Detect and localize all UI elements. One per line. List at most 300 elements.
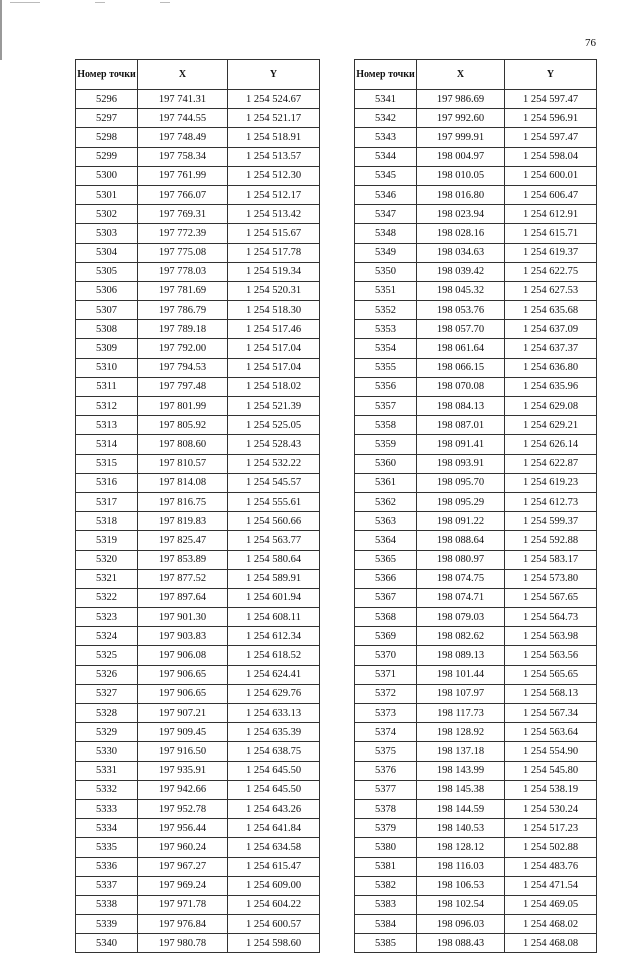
cell-point-number: 5319 bbox=[76, 531, 138, 550]
cell-x: 197 801.99 bbox=[138, 397, 228, 416]
cell-y: 1 254 636.80 bbox=[505, 358, 597, 377]
scan-mark bbox=[160, 2, 170, 3]
table-row bbox=[76, 435, 320, 454]
cell-point-number: 5299 bbox=[76, 147, 138, 166]
cell-x: 197 897.64 bbox=[138, 588, 228, 607]
cell-y: 1 254 519.34 bbox=[228, 262, 320, 281]
cell-point-number: 5311 bbox=[76, 377, 138, 396]
cell-y: 1 254 599.37 bbox=[505, 512, 597, 531]
cell-point-number: 5378 bbox=[355, 799, 417, 818]
cell-y: 1 254 565.65 bbox=[505, 665, 597, 684]
table-row bbox=[355, 742, 597, 761]
table-row bbox=[355, 320, 597, 339]
cell-point-number: 5341 bbox=[355, 90, 417, 109]
cell-x: 198 034.63 bbox=[417, 243, 505, 262]
cell-x: 198 028.16 bbox=[417, 224, 505, 243]
cell-x: 197 792.00 bbox=[138, 339, 228, 358]
cell-y: 1 254 521.17 bbox=[228, 109, 320, 128]
cell-point-number: 5303 bbox=[76, 224, 138, 243]
cell-y: 1 254 612.73 bbox=[505, 492, 597, 511]
cell-point-number: 5347 bbox=[355, 205, 417, 224]
coordinates-table-left bbox=[75, 59, 320, 953]
scan-mark bbox=[95, 2, 105, 3]
table-row bbox=[355, 301, 597, 320]
cell-y: 1 254 573.80 bbox=[505, 569, 597, 588]
cell-point-number: 5363 bbox=[355, 512, 417, 531]
table-row bbox=[76, 416, 320, 435]
cell-point-number: 5354 bbox=[355, 339, 417, 358]
header-point-number: Номер точки bbox=[76, 60, 138, 90]
table-row bbox=[355, 473, 597, 492]
cell-y: 1 254 596.91 bbox=[505, 109, 597, 128]
cell-y: 1 254 512.30 bbox=[228, 166, 320, 185]
cell-point-number: 5304 bbox=[76, 243, 138, 262]
table-row bbox=[355, 109, 597, 128]
cell-x: 198 089.13 bbox=[417, 646, 505, 665]
table-row bbox=[76, 185, 320, 204]
cell-x: 197 786.79 bbox=[138, 301, 228, 320]
cell-point-number: 5379 bbox=[355, 819, 417, 838]
cell-y: 1 254 619.23 bbox=[505, 473, 597, 492]
cell-point-number: 5334 bbox=[76, 819, 138, 838]
cell-point-number: 5385 bbox=[355, 934, 417, 953]
table-row bbox=[76, 608, 320, 627]
table-row bbox=[76, 109, 320, 128]
cell-x: 198 101.44 bbox=[417, 665, 505, 684]
cell-point-number: 5312 bbox=[76, 397, 138, 416]
cell-y: 1 254 525.05 bbox=[228, 416, 320, 435]
cell-x: 197 909.45 bbox=[138, 723, 228, 742]
cell-x: 197 969.24 bbox=[138, 876, 228, 895]
cell-y: 1 254 622.87 bbox=[505, 454, 597, 473]
table-row bbox=[355, 377, 597, 396]
cell-point-number: 5370 bbox=[355, 646, 417, 665]
cell-point-number: 5365 bbox=[355, 550, 417, 569]
cell-y: 1 254 468.08 bbox=[505, 934, 597, 953]
cell-y: 1 254 589.91 bbox=[228, 569, 320, 588]
cell-y: 1 254 528.43 bbox=[228, 435, 320, 454]
cell-y: 1 254 608.11 bbox=[228, 608, 320, 627]
cell-point-number: 5301 bbox=[76, 185, 138, 204]
cell-y: 1 254 563.98 bbox=[505, 627, 597, 646]
cell-y: 1 254 634.58 bbox=[228, 838, 320, 857]
cell-y: 1 254 483.76 bbox=[505, 857, 597, 876]
table-row bbox=[355, 608, 597, 627]
scan-edge bbox=[0, 0, 2, 60]
cell-y: 1 254 513.57 bbox=[228, 147, 320, 166]
table-row bbox=[76, 128, 320, 147]
cell-y: 1 254 645.50 bbox=[228, 761, 320, 780]
table-row bbox=[355, 838, 597, 857]
table-row bbox=[355, 588, 597, 607]
cell-y: 1 254 568.13 bbox=[505, 684, 597, 703]
cell-point-number: 5316 bbox=[76, 473, 138, 492]
cell-x: 198 004.97 bbox=[417, 147, 505, 166]
table-row bbox=[355, 128, 597, 147]
cell-y: 1 254 612.34 bbox=[228, 627, 320, 646]
cell-point-number: 5361 bbox=[355, 473, 417, 492]
cell-y: 1 254 521.39 bbox=[228, 397, 320, 416]
cell-x: 197 942.66 bbox=[138, 780, 228, 799]
cell-x: 197 808.60 bbox=[138, 435, 228, 454]
header-point-number: Номер точки bbox=[355, 60, 417, 90]
cell-point-number: 5371 bbox=[355, 665, 417, 684]
table-row bbox=[76, 320, 320, 339]
cell-point-number: 5350 bbox=[355, 262, 417, 281]
cell-y: 1 254 635.39 bbox=[228, 723, 320, 742]
header-x: X bbox=[417, 60, 505, 90]
cell-x: 198 074.75 bbox=[417, 569, 505, 588]
cell-y: 1 254 627.53 bbox=[505, 281, 597, 300]
cell-x: 197 976.84 bbox=[138, 915, 228, 934]
cell-y: 1 254 626.14 bbox=[505, 435, 597, 454]
cell-point-number: 5318 bbox=[76, 512, 138, 531]
cell-y: 1 254 517.46 bbox=[228, 320, 320, 339]
cell-y: 1 254 468.02 bbox=[505, 915, 597, 934]
cell-point-number: 5308 bbox=[76, 320, 138, 339]
cell-x: 198 057.70 bbox=[417, 320, 505, 339]
cell-x: 198 039.42 bbox=[417, 262, 505, 281]
table-row bbox=[355, 185, 597, 204]
cell-x: 198 023.94 bbox=[417, 205, 505, 224]
cell-point-number: 5302 bbox=[76, 205, 138, 224]
cell-x: 198 045.32 bbox=[417, 281, 505, 300]
cell-y: 1 254 555.61 bbox=[228, 492, 320, 511]
cell-x: 197 766.07 bbox=[138, 185, 228, 204]
cell-x: 198 087.01 bbox=[417, 416, 505, 435]
cell-y: 1 254 545.57 bbox=[228, 473, 320, 492]
table-row bbox=[355, 799, 597, 818]
cell-y: 1 254 612.91 bbox=[505, 205, 597, 224]
cell-x: 197 960.24 bbox=[138, 838, 228, 857]
page-number: 76 bbox=[585, 37, 596, 49]
cell-x: 197 853.89 bbox=[138, 550, 228, 569]
table-row bbox=[355, 205, 597, 224]
cell-point-number: 5344 bbox=[355, 147, 417, 166]
table-row bbox=[76, 339, 320, 358]
cell-x: 198 070.08 bbox=[417, 377, 505, 396]
cell-point-number: 5340 bbox=[76, 934, 138, 953]
table-row bbox=[355, 358, 597, 377]
cell-x: 198 088.64 bbox=[417, 531, 505, 550]
cell-x: 197 906.65 bbox=[138, 684, 228, 703]
cell-point-number: 5356 bbox=[355, 377, 417, 396]
cell-x: 198 088.43 bbox=[417, 934, 505, 953]
cell-y: 1 254 643.26 bbox=[228, 799, 320, 818]
table-row bbox=[76, 761, 320, 780]
cell-point-number: 5317 bbox=[76, 492, 138, 511]
cell-point-number: 5313 bbox=[76, 416, 138, 435]
cell-y: 1 254 606.47 bbox=[505, 185, 597, 204]
cell-y: 1 254 563.56 bbox=[505, 646, 597, 665]
cell-point-number: 5359 bbox=[355, 435, 417, 454]
cell-point-number: 5314 bbox=[76, 435, 138, 454]
cell-point-number: 5322 bbox=[76, 588, 138, 607]
cell-point-number: 5327 bbox=[76, 684, 138, 703]
cell-x: 198 137.18 bbox=[417, 742, 505, 761]
table-row bbox=[76, 531, 320, 550]
table-row bbox=[76, 281, 320, 300]
cell-point-number: 5373 bbox=[355, 704, 417, 723]
table-row bbox=[76, 723, 320, 742]
cell-x: 197 819.83 bbox=[138, 512, 228, 531]
cell-y: 1 254 512.17 bbox=[228, 185, 320, 204]
table-row bbox=[76, 550, 320, 569]
cell-y: 1 254 532.22 bbox=[228, 454, 320, 473]
table-row bbox=[76, 492, 320, 511]
table-row bbox=[76, 934, 320, 953]
cell-y: 1 254 580.64 bbox=[228, 550, 320, 569]
cell-y: 1 254 638.75 bbox=[228, 742, 320, 761]
cell-point-number: 5357 bbox=[355, 397, 417, 416]
cell-x: 198 145.38 bbox=[417, 780, 505, 799]
cell-x: 198 084.13 bbox=[417, 397, 505, 416]
cell-point-number: 5333 bbox=[76, 799, 138, 818]
cell-y: 1 254 469.05 bbox=[505, 895, 597, 914]
cell-point-number: 5338 bbox=[76, 895, 138, 914]
table-row bbox=[355, 531, 597, 550]
table-row bbox=[76, 301, 320, 320]
cell-y: 1 254 563.77 bbox=[228, 531, 320, 550]
table-row bbox=[355, 934, 597, 953]
coordinates-table-right bbox=[354, 59, 597, 953]
cell-point-number: 5369 bbox=[355, 627, 417, 646]
cell-x: 197 741.31 bbox=[138, 90, 228, 109]
cell-y: 1 254 583.17 bbox=[505, 550, 597, 569]
cell-x: 198 066.15 bbox=[417, 358, 505, 377]
cell-point-number: 5305 bbox=[76, 262, 138, 281]
cell-x: 198 079.03 bbox=[417, 608, 505, 627]
table-row bbox=[355, 224, 597, 243]
cell-x: 197 980.78 bbox=[138, 934, 228, 953]
table-row bbox=[355, 723, 597, 742]
table-row bbox=[355, 915, 597, 934]
cell-point-number: 5329 bbox=[76, 723, 138, 742]
header-y: Y bbox=[505, 60, 597, 90]
cell-y: 1 254 629.21 bbox=[505, 416, 597, 435]
cell-y: 1 254 545.80 bbox=[505, 761, 597, 780]
cell-x: 198 128.92 bbox=[417, 723, 505, 742]
table-row bbox=[355, 147, 597, 166]
cell-y: 1 254 518.02 bbox=[228, 377, 320, 396]
cell-point-number: 5306 bbox=[76, 281, 138, 300]
cell-point-number: 5377 bbox=[355, 780, 417, 799]
cell-y: 1 254 567.34 bbox=[505, 704, 597, 723]
table-row bbox=[355, 876, 597, 895]
cell-x: 198 061.64 bbox=[417, 339, 505, 358]
cell-y: 1 254 598.04 bbox=[505, 147, 597, 166]
table-row bbox=[355, 780, 597, 799]
cell-y: 1 254 567.65 bbox=[505, 588, 597, 607]
cell-x: 197 816.75 bbox=[138, 492, 228, 511]
cell-x: 197 986.69 bbox=[417, 90, 505, 109]
cell-y: 1 254 600.57 bbox=[228, 915, 320, 934]
cell-y: 1 254 629.08 bbox=[505, 397, 597, 416]
scan-mark bbox=[10, 2, 40, 3]
cell-point-number: 5376 bbox=[355, 761, 417, 780]
table-row bbox=[76, 262, 320, 281]
cell-point-number: 5382 bbox=[355, 876, 417, 895]
cell-x: 197 992.60 bbox=[417, 109, 505, 128]
table-row bbox=[76, 377, 320, 396]
cell-y: 1 254 524.67 bbox=[228, 90, 320, 109]
table-row bbox=[355, 454, 597, 473]
table-row bbox=[76, 473, 320, 492]
cell-y: 1 254 515.67 bbox=[228, 224, 320, 243]
table-row bbox=[76, 799, 320, 818]
cell-x: 197 906.08 bbox=[138, 646, 228, 665]
cell-x: 197 805.92 bbox=[138, 416, 228, 435]
cell-y: 1 254 615.71 bbox=[505, 224, 597, 243]
table-row bbox=[355, 166, 597, 185]
cell-x: 198 096.03 bbox=[417, 915, 505, 934]
cell-x: 198 016.80 bbox=[417, 185, 505, 204]
cell-y: 1 254 629.76 bbox=[228, 684, 320, 703]
table-row bbox=[355, 492, 597, 511]
table-row bbox=[355, 569, 597, 588]
table-row bbox=[355, 339, 597, 358]
cell-x: 197 748.49 bbox=[138, 128, 228, 147]
cell-x: 197 825.47 bbox=[138, 531, 228, 550]
cell-y: 1 254 517.04 bbox=[228, 358, 320, 377]
cell-x: 198 116.03 bbox=[417, 857, 505, 876]
table-row bbox=[76, 358, 320, 377]
cell-x: 197 769.31 bbox=[138, 205, 228, 224]
cell-x: 197 956.44 bbox=[138, 819, 228, 838]
cell-y: 1 254 517.04 bbox=[228, 339, 320, 358]
cell-y: 1 254 554.90 bbox=[505, 742, 597, 761]
cell-y: 1 254 592.88 bbox=[505, 531, 597, 550]
cell-x: 198 080.97 bbox=[417, 550, 505, 569]
table-row bbox=[76, 569, 320, 588]
cell-y: 1 254 520.31 bbox=[228, 281, 320, 300]
cell-point-number: 5297 bbox=[76, 109, 138, 128]
cell-point-number: 5366 bbox=[355, 569, 417, 588]
cell-point-number: 5326 bbox=[76, 665, 138, 684]
cell-y: 1 254 530.24 bbox=[505, 799, 597, 818]
cell-point-number: 5300 bbox=[76, 166, 138, 185]
cell-y: 1 254 604.22 bbox=[228, 895, 320, 914]
cell-point-number: 5321 bbox=[76, 569, 138, 588]
cell-point-number: 5328 bbox=[76, 704, 138, 723]
table-row bbox=[76, 243, 320, 262]
cell-point-number: 5325 bbox=[76, 646, 138, 665]
cell-point-number: 5315 bbox=[76, 454, 138, 473]
cell-x: 198 082.62 bbox=[417, 627, 505, 646]
cell-point-number: 5360 bbox=[355, 454, 417, 473]
cell-y: 1 254 609.00 bbox=[228, 876, 320, 895]
cell-x: 197 772.39 bbox=[138, 224, 228, 243]
cell-point-number: 5380 bbox=[355, 838, 417, 857]
table-row bbox=[355, 646, 597, 665]
cell-x: 198 095.29 bbox=[417, 492, 505, 511]
cell-point-number: 5298 bbox=[76, 128, 138, 147]
cell-x: 197 775.08 bbox=[138, 243, 228, 262]
cell-y: 1 254 645.50 bbox=[228, 780, 320, 799]
cell-y: 1 254 633.13 bbox=[228, 704, 320, 723]
cell-y: 1 254 622.75 bbox=[505, 262, 597, 281]
cell-y: 1 254 471.54 bbox=[505, 876, 597, 895]
cell-x: 197 789.18 bbox=[138, 320, 228, 339]
header-x: X bbox=[138, 60, 228, 90]
cell-x: 197 761.99 bbox=[138, 166, 228, 185]
cell-y: 1 254 518.91 bbox=[228, 128, 320, 147]
cell-point-number: 5362 bbox=[355, 492, 417, 511]
cell-x: 197 794.53 bbox=[138, 358, 228, 377]
cell-y: 1 254 597.47 bbox=[505, 128, 597, 147]
table-row bbox=[355, 627, 597, 646]
table-row bbox=[355, 262, 597, 281]
cell-point-number: 5296 bbox=[76, 90, 138, 109]
cell-y: 1 254 560.66 bbox=[228, 512, 320, 531]
cell-point-number: 5332 bbox=[76, 780, 138, 799]
cell-y: 1 254 635.68 bbox=[505, 301, 597, 320]
table-row bbox=[76, 588, 320, 607]
cell-x: 197 967.27 bbox=[138, 857, 228, 876]
table-row bbox=[355, 512, 597, 531]
cell-point-number: 5330 bbox=[76, 742, 138, 761]
cell-x: 198 140.53 bbox=[417, 819, 505, 838]
cell-x: 197 877.52 bbox=[138, 569, 228, 588]
cell-x: 198 144.59 bbox=[417, 799, 505, 818]
cell-y: 1 254 601.94 bbox=[228, 588, 320, 607]
cell-x: 198 093.91 bbox=[417, 454, 505, 473]
cell-point-number: 5346 bbox=[355, 185, 417, 204]
table-row bbox=[355, 281, 597, 300]
cell-point-number: 5349 bbox=[355, 243, 417, 262]
table-row bbox=[76, 512, 320, 531]
cell-x: 197 781.69 bbox=[138, 281, 228, 300]
header-y: Y bbox=[228, 60, 320, 90]
table-row bbox=[76, 90, 320, 109]
cell-x: 197 999.91 bbox=[417, 128, 505, 147]
cell-x: 197 952.78 bbox=[138, 799, 228, 818]
table-row bbox=[76, 915, 320, 934]
cell-y: 1 254 618.52 bbox=[228, 646, 320, 665]
cell-y: 1 254 637.37 bbox=[505, 339, 597, 358]
table-row bbox=[76, 166, 320, 185]
table-row bbox=[76, 397, 320, 416]
table-row bbox=[355, 550, 597, 569]
table-row bbox=[355, 704, 597, 723]
table-row bbox=[76, 646, 320, 665]
cell-point-number: 5375 bbox=[355, 742, 417, 761]
cell-x: 197 906.65 bbox=[138, 665, 228, 684]
cell-y: 1 254 637.09 bbox=[505, 320, 597, 339]
cell-y: 1 254 641.84 bbox=[228, 819, 320, 838]
table-row bbox=[355, 243, 597, 262]
cell-point-number: 5355 bbox=[355, 358, 417, 377]
cell-x: 197 744.55 bbox=[138, 109, 228, 128]
cell-point-number: 5351 bbox=[355, 281, 417, 300]
table-row bbox=[355, 397, 597, 416]
table-row bbox=[76, 147, 320, 166]
cell-point-number: 5368 bbox=[355, 608, 417, 627]
cell-y: 1 254 635.96 bbox=[505, 377, 597, 396]
cell-x: 198 074.71 bbox=[417, 588, 505, 607]
cell-point-number: 5337 bbox=[76, 876, 138, 895]
cell-y: 1 254 517.23 bbox=[505, 819, 597, 838]
cell-x: 197 810.57 bbox=[138, 454, 228, 473]
cell-x: 197 901.30 bbox=[138, 608, 228, 627]
cell-point-number: 5374 bbox=[355, 723, 417, 742]
cell-x: 197 907.21 bbox=[138, 704, 228, 723]
cell-point-number: 5348 bbox=[355, 224, 417, 243]
cell-y: 1 254 518.30 bbox=[228, 301, 320, 320]
cell-x: 197 758.34 bbox=[138, 147, 228, 166]
table-row bbox=[76, 665, 320, 684]
cell-x: 198 010.05 bbox=[417, 166, 505, 185]
